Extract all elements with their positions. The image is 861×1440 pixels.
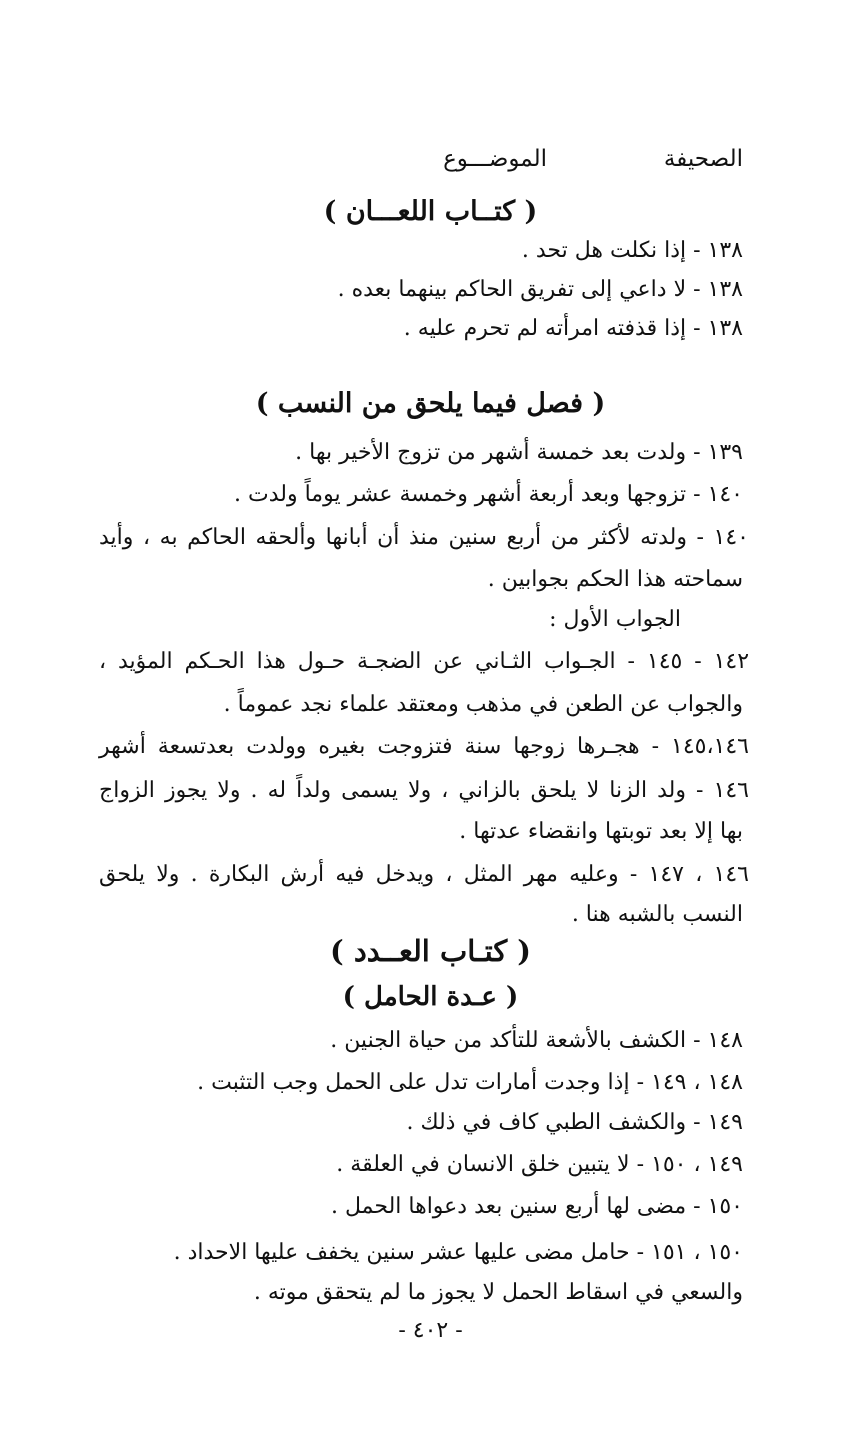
index-entry: ١٤٩ ، ١٥٠ - لا يتبين خلق الانسان في العلقة . [336,1152,743,1177]
index-entry: ١٤٦ - ولد الزنا لا يلحق بالزاني ، ولا يسمى ولداً له . ولا يجوز الزواج [99,778,749,803]
index-entry: ١٤٦ ، ١٤٧ - وعليه مهر المثل ، ويدخل فيه أرش البكارة . ولا يلحق [99,862,749,887]
index-entry-continued: سماحته هذا الحكم بجوابين . [487,567,743,592]
index-entry: ١٤٥،١٤٦ - هجـرها زوجها سنة فتزوجت بغيره وولدت بعدتسعة أشهر [99,734,749,759]
index-entry-continued: والجواب عن الطعن في مذهب ومعتقد علماء نجد عموماً . [223,692,743,717]
index-entry: ١٤٨ ، ١٤٩ - إذا وجدت أمارات تدل على الحمل وجب التثبت . [197,1070,743,1095]
index-column-header [123,146,743,182]
index-entry: ١٤٠ - تزوجها وبعد أربعة أشهر وخمسة عشر يوماً ولدت . [234,482,743,507]
page-column-label: الصحيفة [663,146,743,172]
index-entry: ١٥٠ ، ١٥١ - حامل مضى عليها عشر سنين يخفف عليها الاحداد . [173,1240,743,1265]
section-title-nasab: ( فصل فيما يلحق من النسب ) [255,388,606,419]
index-entry: ١٤٩ - والكشف الطبي كاف في ذلك . [406,1110,743,1135]
answer-heading: الجواب الأول : [549,607,681,632]
index-entry-continued: النسب بالشبه هنا . [571,902,743,927]
topic-column-label: الموضـــوع [443,146,547,172]
index-entry-continued: بها إلا بعد توبتها وانقضاء عدتها . [459,819,743,844]
index-entry-continued: والسعي في اسقاط الحمل لا يجوز ما لم يتحقق موته . [253,1280,743,1305]
index-entry: ١٣٨ - إذا قذفته امرأته لم تحرم عليه . [403,316,743,341]
index-entry: ١٣٩ - ولدت بعد خمسة أشهر من تزوج الأخير بها . [295,440,743,465]
index-entry: ١٤٢ - ١٤٥ - الجـواب الثـاني عن الضجـة حـول هذا الحـكم المؤيد ، [99,649,750,674]
index-entry: ١٣٨ - إذا نكلت هل تحد . [521,238,743,263]
index-entry: ١٤٠ - ولدته لأكثر من أربع سنين منذ أن أبانها وألحقه الحاكم به ، وأيد [99,525,749,550]
index-entry: ١٣٨ - لا داعي إلى تفريق الحاكم بينهما بعده . [337,277,743,302]
subsection-title-hamil: ( عـدة الحامل ) [342,982,519,1012]
page-number: - ٤٠٢ - [398,1318,463,1343]
section-title-idad: ( كتـاب العــدد ) [330,934,531,968]
section-title-lian: ( كتــاب اللعـــان ) [323,196,538,227]
index-entry: ١٥٠ - مضى لها أربع سنين بعد دعواها الحمل . [331,1194,743,1219]
index-entry: ١٤٨ - الكشف بالأشعة للتأكد من حياة الجنين . [330,1028,743,1053]
